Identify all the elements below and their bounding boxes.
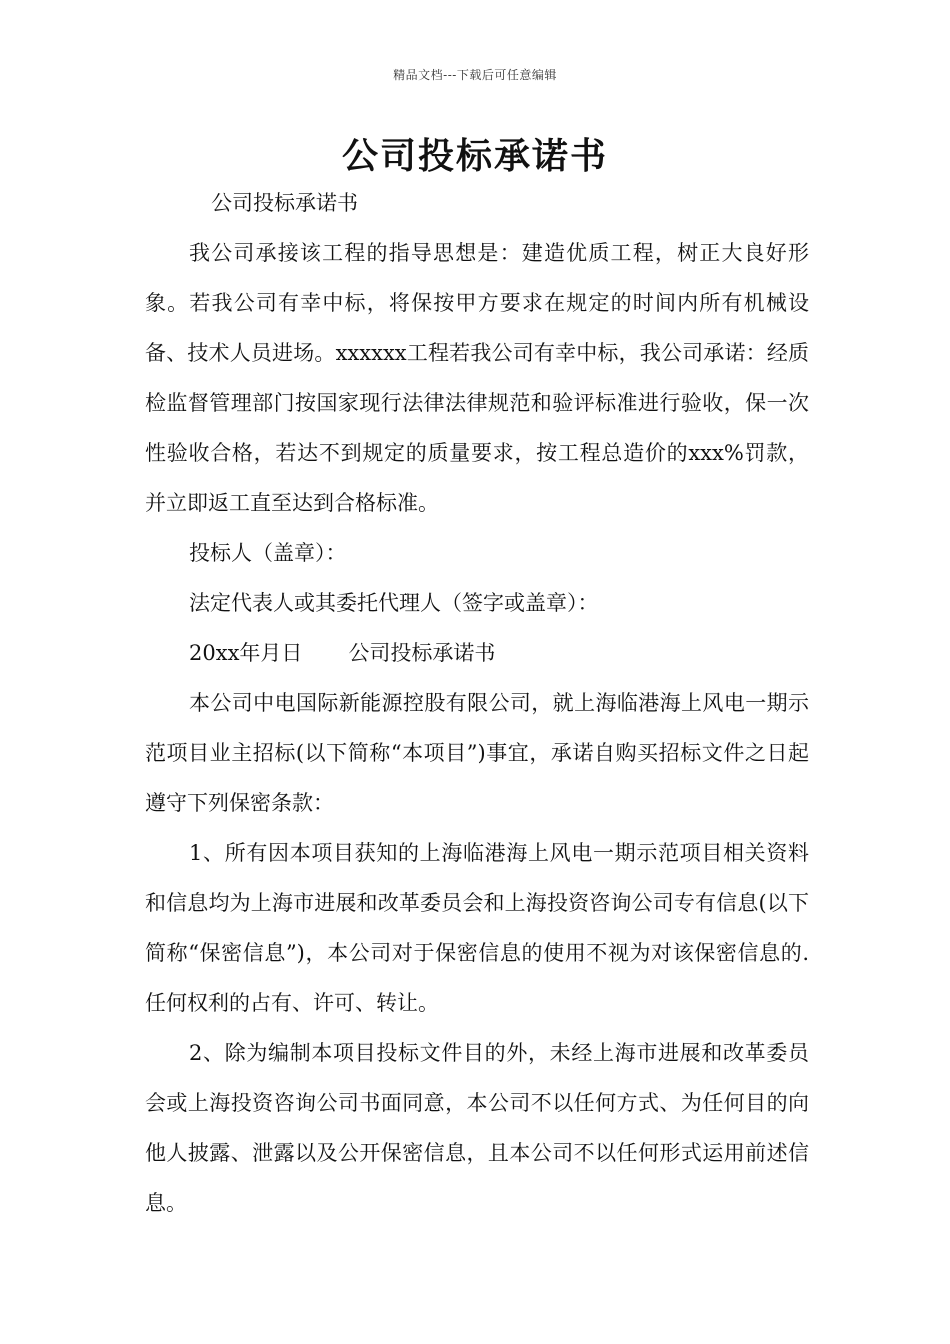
document-title: 公司投标承诺书 <box>341 136 608 177</box>
date-text: 20xx年月日 <box>189 641 303 665</box>
clause-1: 1、所有因本项目获知的上海临港海上风电一期示范项目相关资料和信息均为上海市进展和改革委员会和上海投资咨询公司专有信息(以下简称“保密信息”)，本公司对于保密信息的使用不视为对该保密信息的.任何权利的占有、许可、转让。 <box>145 841 809 1015</box>
paragraph-guiding-idea: 我公司承接该工程的指导思想是：建造优质工程，树正大良好形象。若我公司有幸中标，将保按甲方要求在规定的时间内所有机械设备、技术人员进场。xxxxxx工程若我公司有幸中标，我公司承诺：经质检监督管理部门按国家现行法律法律规范和验评标准进行验收，保一次性验收合格，若达不到规定的质量要求，按工程总造价的xxx%罚款，并立即返工直至达到合格标准。 <box>145 241 809 515</box>
legal-representative-line: 法定代表人或其委托代理人（签字或盖章）： <box>189 591 599 615</box>
paragraph-confidentiality-intro: 本公司中电国际新能源控股有限公司，就上海临港海上风电一期示范项目业主招标(以下简称“本项目”)事宜，承诺自购买招标文件之日起遵守下列保密条款： <box>145 691 809 815</box>
date-line <box>145 628 809 678</box>
document-subtitle: 公司投标承诺书 <box>211 191 358 215</box>
header-note: 精品文档---下载后可任意编辑 <box>393 68 557 82</box>
second-title: 公司投标承诺书 <box>348 641 496 665</box>
document-body <box>145 178 809 1228</box>
clause-2: 2、除为编制本项目投标文件目的外，未经上海市进展和改革委员会或上海投资咨询公司书面同意，本公司不以任何方式、为任何目的向他人披露、泄露以及公开保密信息，且本公司不以任何形式运用前述信息。 <box>145 1041 809 1215</box>
bidder-seal-line: 投标人（盖章）： <box>189 541 347 565</box>
